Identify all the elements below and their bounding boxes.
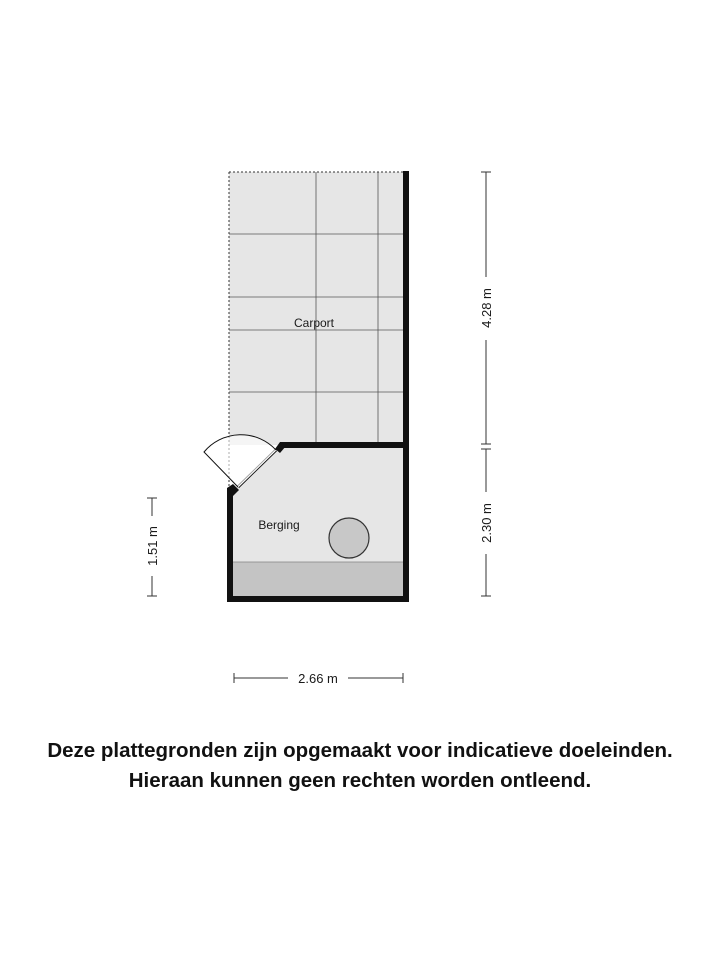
disclaimer-line-1: Deze plattegronden zijn opgemaakt voor indicatieve doeleinden. (47, 739, 673, 762)
carport-floor (229, 172, 405, 445)
boiler-circle (329, 518, 369, 558)
wall-bottom (227, 596, 409, 602)
wall-left (227, 488, 233, 602)
wall-right (403, 171, 409, 602)
disclaimer (0, 736, 720, 796)
wall-partition (280, 442, 407, 448)
disclaimer-line-2: Hieraan kunnen geen rechten worden ontleend. (128, 769, 592, 792)
dimension-label-berging-depth: 2.30 m (479, 503, 494, 543)
berging-counter (232, 562, 404, 597)
room-label-berging: Berging (258, 518, 300, 532)
dimension-label-carport-depth: 4.28 m (479, 288, 494, 328)
dimension-label-width: 2.66 m (298, 671, 338, 686)
dimension-label-berging-inner: 1.51 m (145, 526, 160, 566)
room-label-carport: Carport (293, 316, 335, 330)
